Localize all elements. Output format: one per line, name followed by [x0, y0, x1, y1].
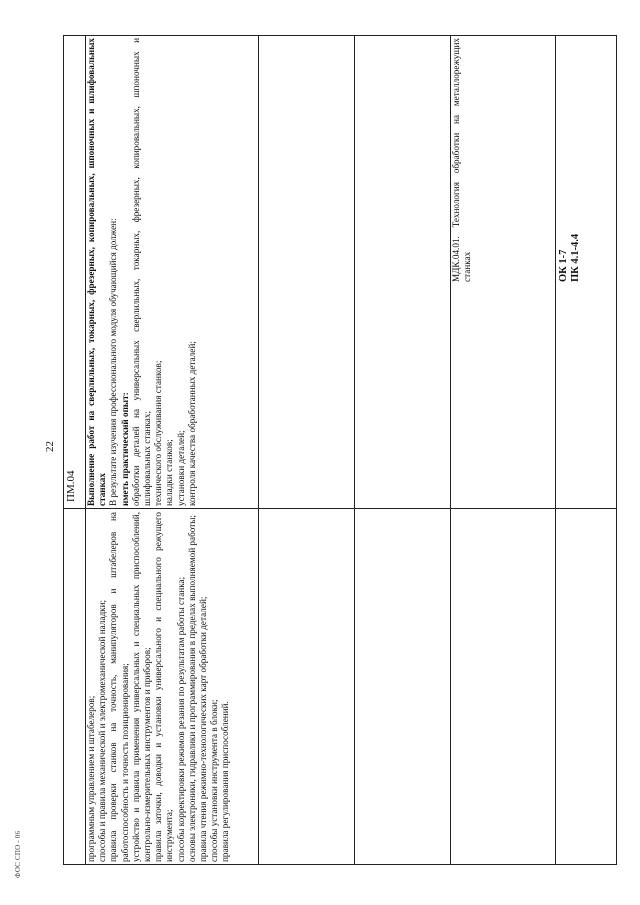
content-line: правила чтения режимно-технологических карт обработки деталей;: [198, 596, 209, 862]
content-line: основы электроники, гидравлики и программирования в пределах выполняемой работы;: [186, 515, 197, 862]
content-line: правила регулирования приспособлений.: [220, 701, 231, 862]
content-line: обработки деталей на универсальных сверлильных, токарных, фрезерных, копировальных, шпоночных и шлифовальных станках;: [130, 38, 153, 506]
content-line: устройство и правила применения универсальных и специальных приспособлений, контрольно-измерительных инструментов и приборов;: [130, 512, 153, 862]
content-line: контроля качества обработанных деталей;: [186, 341, 197, 506]
module-code: ПМ.04: [65, 470, 77, 502]
content-line: правила заточки, доводки и установки универсального и специального режущего инструмента;: [153, 512, 175, 862]
mdk-text: МДК.04.01. Технология обработки на металлорежущих станках: [451, 38, 473, 282]
page-number: 22: [44, 441, 56, 452]
competence-ok: ОК 1-7: [558, 249, 569, 282]
content-line: установки деталей;: [175, 430, 186, 506]
content-cell: [86, 512, 232, 862]
module-title: Выполнение работ на сверлильных, токарных, фрезерных, копировальных, шпоночных и шлифовальных станках: [86, 38, 108, 506]
code-cell: [63, 509, 85, 865]
content-line: способы и правила механической и электромеханической наладки;: [97, 599, 108, 862]
competence-pk: ПК 4.1-4.4: [570, 233, 581, 282]
row-divider: [258, 35, 259, 865]
content-line: технического обслуживания станков;: [153, 360, 164, 506]
footer-code: ФОС СПО - 06: [14, 830, 22, 878]
table-row: [85, 35, 258, 509]
content-heading: иметь практический опыт:: [119, 392, 130, 506]
mdk-cell: [450, 35, 555, 285]
competence-cell: [557, 35, 615, 285]
table-row: [85, 509, 258, 865]
content-line: В результате изучения профессионального модуля обучающийся должен:: [108, 218, 119, 506]
code-cell: [65, 425, 85, 505]
row-divider: [555, 35, 556, 865]
rotated-table: [63, 35, 617, 865]
content-line: правила проверки станков на точность, манипуляторов и штабелеров на работоспособность и точность позиционирования;: [108, 512, 130, 862]
row-divider: [354, 35, 355, 865]
content-line: способы установки инструмента в блоки;: [209, 699, 220, 862]
content-cell: [86, 38, 198, 506]
content-line: способы корректировки режимов резания по результатам работы станка;: [175, 576, 186, 862]
content-line: программным управлением и штабелеров;: [86, 695, 96, 862]
content-line: наладки станков;: [164, 439, 175, 506]
